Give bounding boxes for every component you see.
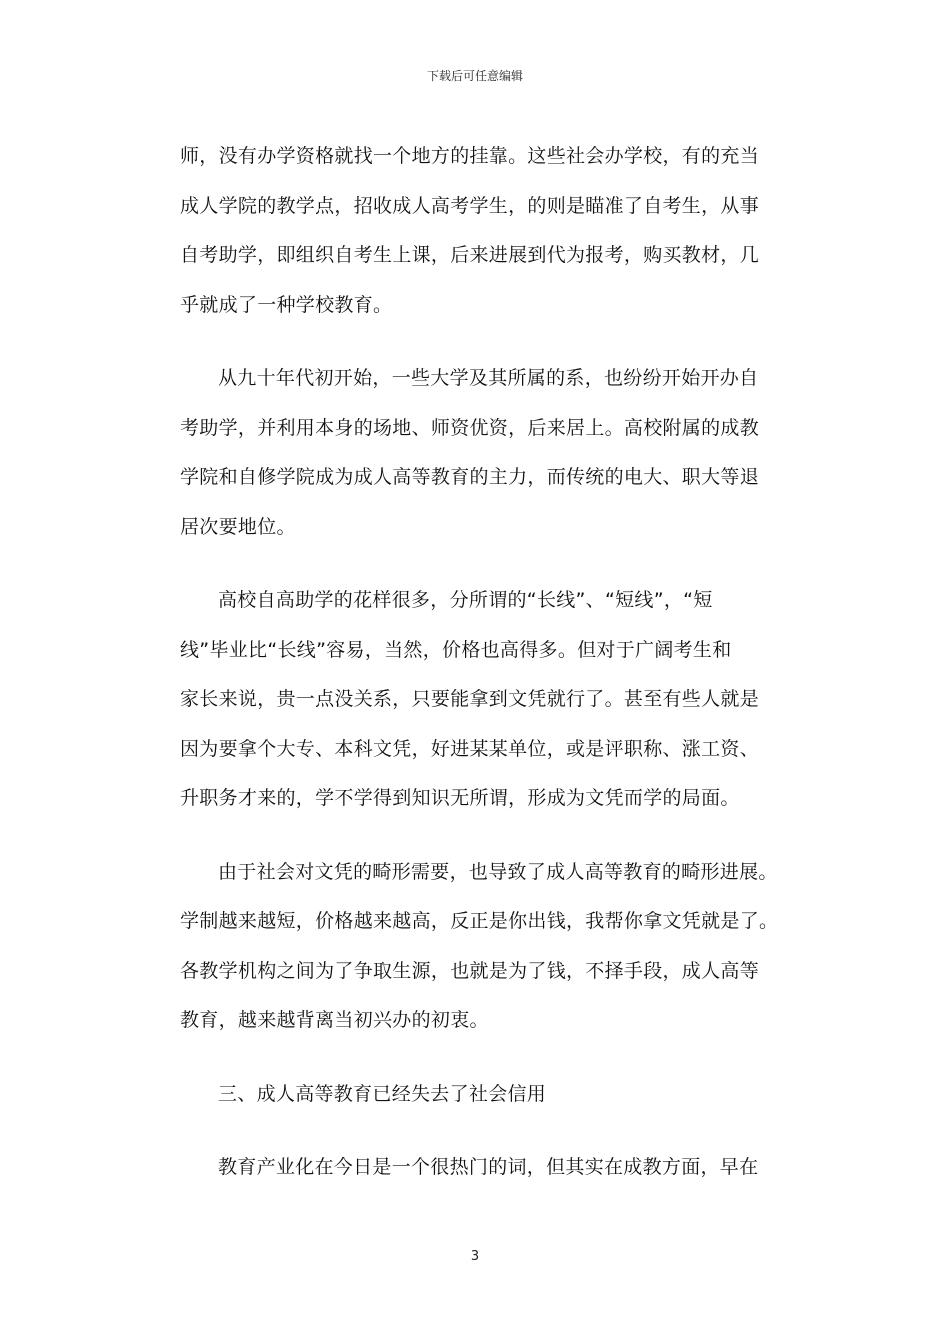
paragraph-1 [180, 132, 760, 330]
paragraph-4 [180, 848, 779, 1046]
text-line: 因为要拿个大专、本科文凭，好进某某单位，或是评职称、涨工资、 [180, 737, 760, 760]
text-line: 师，没有办学资格就找一个地方的挂靠。这些社会办学校，有的充当 [180, 145, 760, 167]
text-line: 乎就成了一种学校教育。 [180, 293, 393, 316]
text-line: 家长来说，贵一点没关系，只要能拿到文凭就行了。甚至有些人就是 [180, 688, 760, 710]
paragraph-3 [180, 576, 760, 824]
text-line: 教育，越来越背离当初兴办的初衷。 [180, 1009, 489, 1031]
text-line: 学制越来越短，价格越来越高，反正是你出钱，我帮你拿文凭就是了。 [180, 910, 779, 932]
section-heading [180, 1070, 760, 1120]
text-line: 居次要地位。 [180, 515, 296, 538]
document-body [180, 132, 779, 1217]
page-header: 下载后可任意编辑 [426, 69, 523, 83]
text-line: 从九十年代初开始，一些大学及其所属的系，也纷纷开始开办自 [218, 367, 759, 389]
text-line: 考助学，并利用本身的场地、师资优资，后来居上。高校附属的成教 [180, 416, 760, 439]
paragraph-2 [180, 354, 760, 552]
text-line: 学院和自修学院成为成人高等教育的主力，而传统的电大、职大等退 [180, 466, 760, 488]
section-heading-text: 三、成人高等教育已经失去了社会信用 [218, 1082, 547, 1105]
text-line: 教育产业化在今日是一个很热门的词，但其实在成教方面，早在 [218, 1156, 759, 1178]
text-line: 成人学院的教学点，招收成人高考学生，的则是瞄准了自考生，从事 [180, 194, 760, 217]
text-line: 升职务才来的，学不学得到知识无所谓，形成为文凭而学的局面。 [180, 787, 740, 809]
text-line: 线”毕业比“长线”容易，当然，价格也高得多。但对于广阔考生和 [180, 638, 732, 661]
page-number: 3 [470, 1249, 480, 1264]
text-line: 自考助学，即组织自考生上课，后来进展到代为报考，购买教材，几 [180, 244, 760, 266]
paragraph-5 [180, 1143, 760, 1193]
text-line: 高校自高助学的花样很多，分所谓的“长线”、“短线”，“短 [218, 589, 713, 611]
text-line: 由于社会对文凭的畸形需要，也导致了成人高等教育的畸形进展。 [218, 860, 778, 883]
text-line: 各教学机构之间为了争取生源，也就是为了钱，不择手段，成人高等 [180, 959, 760, 982]
